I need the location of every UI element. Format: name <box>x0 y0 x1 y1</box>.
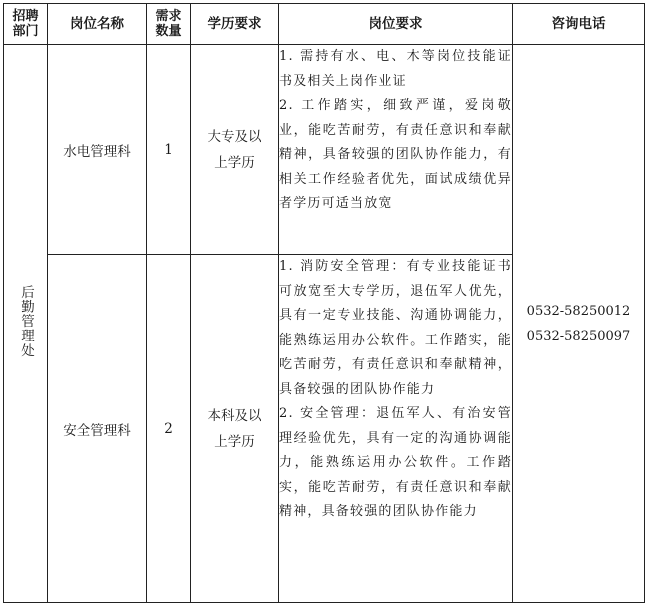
position-cell: 水电管理科 <box>48 45 147 255</box>
education-cell <box>191 255 279 603</box>
header-count <box>147 4 191 45</box>
requirement-item: 2. 安全管理：退伍军人、有治安管理经验优先，具有一定的沟通协调能力，能熟练运用办公软件。工作踏实，能吃苦耐劳，有责任意识和奉献精神，具备较强的团队协作能力 <box>279 406 512 519</box>
requirement-item: 1. 消防安全管理：有专业技能证书可放宽至大专学历，退伍军人优先，具有一定专业技能、沟通协调能力，能熟练运用办公软件。工作踏实，能吃苦耐劳，有责任意识和奉献精神，具备较强的团队协作能力 <box>279 259 512 397</box>
requirements-cell <box>279 255 513 603</box>
education-line2: 上学历 <box>214 154 255 171</box>
requirements-cell <box>279 45 513 255</box>
education-line2: 上学历 <box>214 433 255 450</box>
phone-number: 0532-58250097 <box>526 328 631 344</box>
count-cell: 2 <box>147 255 191 603</box>
header-position: 岗位名称 <box>48 4 147 45</box>
header-phone: 咨询电话 <box>513 4 645 45</box>
requirement-item: 1. 需持有水、电、木等岗位技能证书及相关上岗作业证 <box>279 49 512 89</box>
count-cell: 1 <box>147 45 191 255</box>
phone-cell <box>513 45 645 603</box>
phone-number: 0532-58250012 <box>526 303 631 319</box>
header-dept-line1: 招聘 <box>12 9 39 24</box>
header-count-line1: 需求 <box>155 9 182 24</box>
header-dept-line2: 部门 <box>12 24 39 39</box>
education-line1: 大专及以 <box>207 128 262 145</box>
header-education: 学历要求 <box>191 4 279 45</box>
position-cell: 安全管理科 <box>48 255 147 603</box>
header-count-line2: 数量 <box>155 24 182 39</box>
header-dept <box>4 4 48 45</box>
header-requirements: 岗位要求 <box>279 4 513 45</box>
education-line1: 本科及以 <box>207 407 262 424</box>
table-row <box>4 45 645 255</box>
requirement-item: 2. 工作踏实，细致严谨，爱岗敬业，能吃苦耐劳，有责任意识和奉献精神，具备较强的团队协作能力，有相关工作经验者优先，面试成绩优异者学历可适当放宽 <box>279 98 512 211</box>
header-row <box>4 4 645 45</box>
department-name: 后勤管理处 <box>18 285 34 358</box>
recruitment-table <box>3 3 645 603</box>
department-cell <box>4 45 48 603</box>
education-cell <box>191 45 279 255</box>
